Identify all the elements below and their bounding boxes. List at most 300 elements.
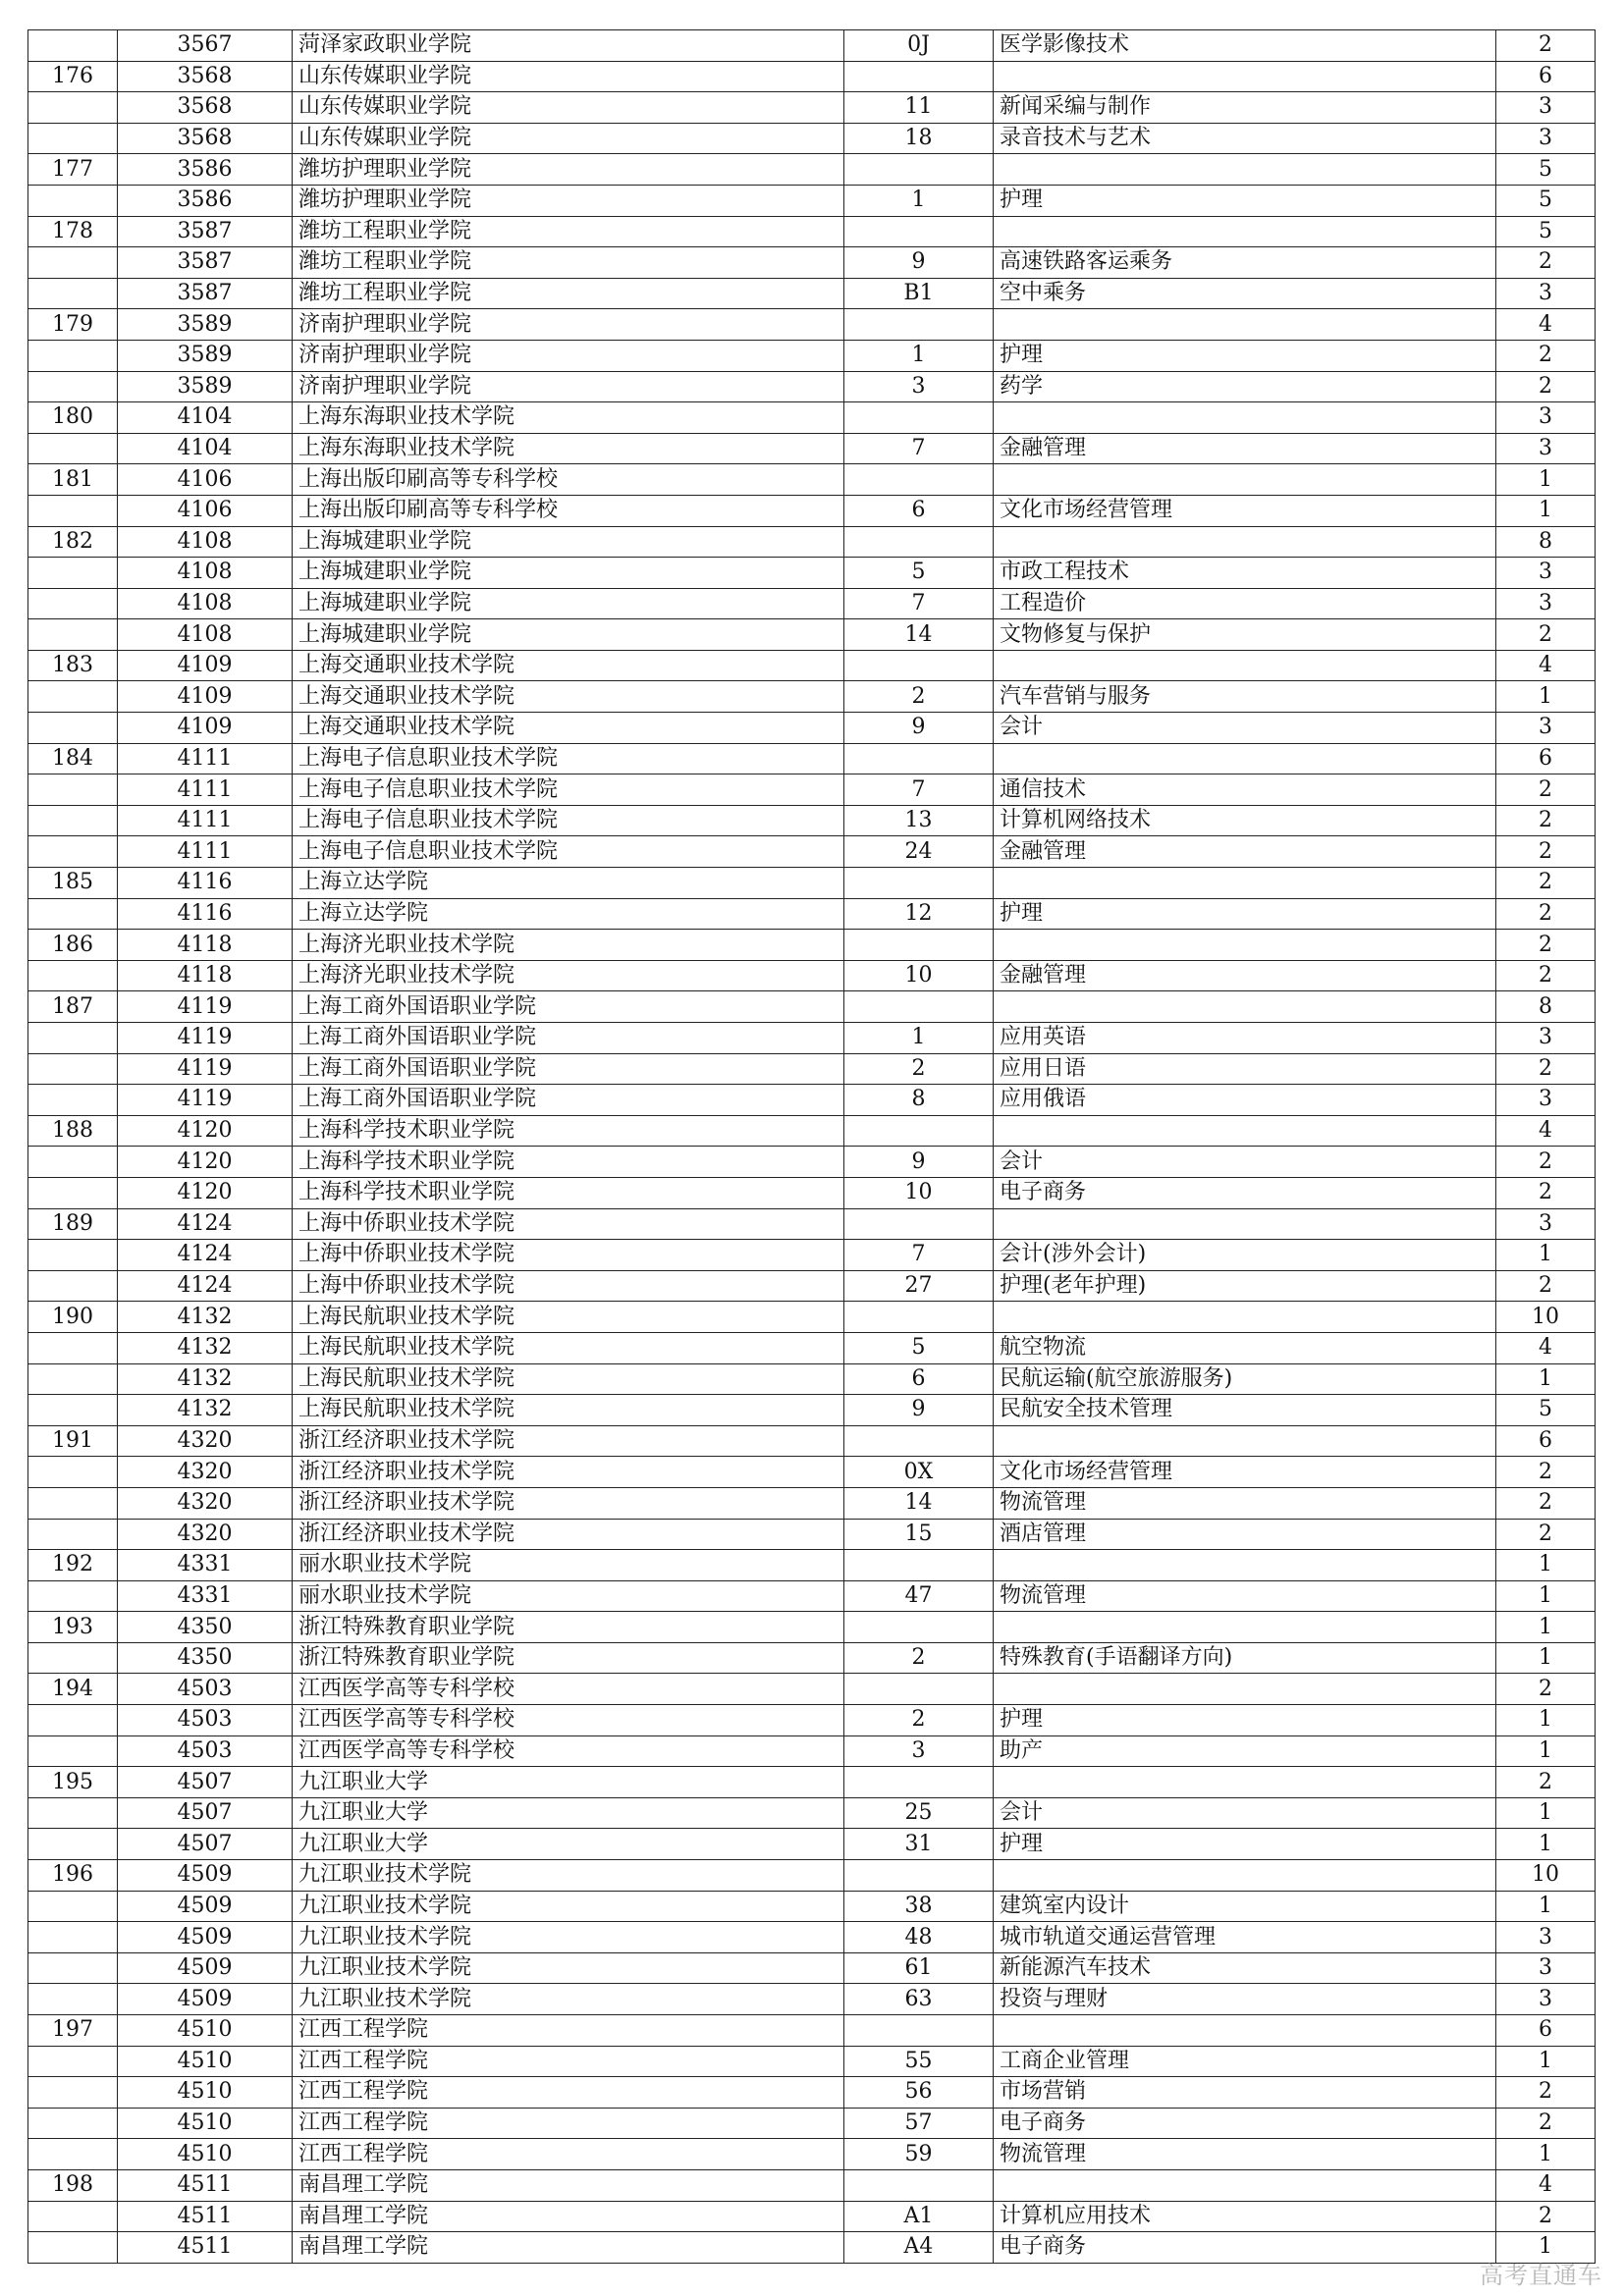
sequence-cell — [28, 774, 118, 806]
sequence-cell — [28, 713, 118, 744]
table-row — [28, 154, 1596, 186]
school-name-cell: 潍坊工程职业学院 — [293, 216, 844, 247]
sequence-cell: 179 — [28, 309, 118, 341]
school-name-cell: 济南护理职业学院 — [293, 371, 844, 402]
school-code-cell: 4120 — [118, 1115, 293, 1147]
major-code-cell: 7 — [844, 1240, 994, 1271]
plan-count-cell: 4 — [1496, 2169, 1596, 2201]
plan-count-cell: 3 — [1496, 123, 1596, 154]
table-row — [28, 2015, 1596, 2047]
major-name-cell: 工商企业管理 — [994, 2046, 1496, 2077]
major-name-cell — [994, 868, 1496, 899]
table-row — [28, 1425, 1596, 1457]
major-name-cell: 新能源汽车技术 — [994, 1952, 1496, 1984]
school-name-cell: 上海电子信息职业技术学院 — [293, 805, 844, 836]
school-name-cell: 潍坊护理职业学院 — [293, 185, 844, 216]
major-name-cell: 金融管理 — [994, 960, 1496, 991]
school-code-cell: 4120 — [118, 1177, 293, 1208]
school-code-cell: 4507 — [118, 1797, 293, 1829]
sequence-cell — [28, 1332, 118, 1363]
sequence-cell: 188 — [28, 1115, 118, 1147]
school-name-cell: 上海中侨职业技术学院 — [293, 1208, 844, 1240]
major-code-cell — [844, 1674, 994, 1705]
major-name-cell — [994, 930, 1496, 961]
plan-count-cell: 1 — [1496, 1829, 1596, 1860]
enrollment-plan-table — [27, 29, 1596, 2264]
plan-count-cell: 2 — [1496, 1487, 1596, 1519]
table-row — [28, 309, 1596, 341]
table-row — [28, 1797, 1596, 1829]
plan-count-cell: 2 — [1496, 1457, 1596, 1488]
school-name-cell: 上海民航职业技术学院 — [293, 1363, 844, 1395]
plan-count-cell: 5 — [1496, 216, 1596, 247]
major-code-cell: 61 — [844, 1952, 994, 1984]
major-code-cell: 14 — [844, 619, 994, 651]
school-code-cell: 4507 — [118, 1829, 293, 1860]
table-row — [28, 1860, 1596, 1892]
school-code-cell: 3589 — [118, 309, 293, 341]
sequence-cell — [28, 1085, 118, 1116]
school-name-cell: 上海城建职业学院 — [293, 619, 844, 651]
major-code-cell: 12 — [844, 898, 994, 930]
major-name-cell: 工程造价 — [994, 588, 1496, 619]
sequence-cell — [28, 588, 118, 619]
school-code-cell: 3567 — [118, 30, 293, 62]
table-row — [28, 898, 1596, 930]
school-name-cell: 南昌理工学院 — [293, 2232, 844, 2264]
sequence-cell — [28, 558, 118, 589]
major-name-cell: 投资与理财 — [994, 1984, 1496, 2015]
major-code-cell: 31 — [844, 1829, 994, 1860]
school-name-cell: 浙江特殊教育职业学院 — [293, 1612, 844, 1643]
table-row — [28, 495, 1596, 526]
sequence-cell: 180 — [28, 402, 118, 434]
major-code-cell: 14 — [844, 1487, 994, 1519]
school-code-cell: 4511 — [118, 2201, 293, 2232]
sequence-cell: 191 — [28, 1425, 118, 1457]
school-code-cell: 4510 — [118, 2015, 293, 2047]
school-code-cell: 4119 — [118, 991, 293, 1023]
school-name-cell: 上海中侨职业技术学院 — [293, 1270, 844, 1302]
table-row — [28, 1612, 1596, 1643]
school-code-cell: 4320 — [118, 1487, 293, 1519]
major-code-cell: 55 — [844, 2046, 994, 2077]
plan-count-cell: 1 — [1496, 1363, 1596, 1395]
plan-count-cell: 2 — [1496, 340, 1596, 371]
major-code-cell: A4 — [844, 2232, 994, 2264]
sequence-cell — [28, 1147, 118, 1178]
sequence-cell: 197 — [28, 2015, 118, 2047]
table-row — [28, 278, 1596, 309]
school-code-cell: 4507 — [118, 1767, 293, 1798]
school-code-cell: 4320 — [118, 1425, 293, 1457]
major-name-cell: 文化市场经营管理 — [994, 495, 1496, 526]
major-name-cell: 电子商务 — [994, 2108, 1496, 2139]
major-code-cell — [844, 154, 994, 186]
school-name-cell: 潍坊护理职业学院 — [293, 154, 844, 186]
major-name-cell: 护理(老年护理) — [994, 1270, 1496, 1302]
table-row — [28, 1580, 1596, 1612]
table-row — [28, 588, 1596, 619]
major-name-cell: 金融管理 — [994, 433, 1496, 464]
school-name-cell: 江西工程学院 — [293, 2139, 844, 2170]
table-row — [28, 371, 1596, 402]
major-code-cell: 1 — [844, 1023, 994, 1054]
sequence-cell — [28, 2232, 118, 2264]
school-code-cell: 3587 — [118, 247, 293, 279]
major-name-cell: 应用俄语 — [994, 1085, 1496, 1116]
major-code-cell: 7 — [844, 774, 994, 806]
school-name-cell: 南昌理工学院 — [293, 2169, 844, 2201]
major-code-cell: 3 — [844, 1735, 994, 1767]
school-code-cell: 4116 — [118, 868, 293, 899]
sequence-cell — [28, 1457, 118, 1488]
school-name-cell: 上海东海职业技术学院 — [293, 433, 844, 464]
table-row — [28, 464, 1596, 496]
sequence-cell — [28, 1922, 118, 1953]
plan-count-cell: 2 — [1496, 960, 1596, 991]
major-name-cell — [994, 216, 1496, 247]
major-name-cell: 录音技术与艺术 — [994, 123, 1496, 154]
table-row — [28, 1735, 1596, 1767]
plan-count-cell: 3 — [1496, 433, 1596, 464]
school-code-cell: 3589 — [118, 371, 293, 402]
table-row — [28, 1674, 1596, 1705]
major-code-cell: 3 — [844, 371, 994, 402]
plan-count-cell: 3 — [1496, 1952, 1596, 1984]
plan-count-cell: 3 — [1496, 558, 1596, 589]
table-body — [28, 30, 1596, 2264]
plan-count-cell: 2 — [1496, 371, 1596, 402]
major-name-cell: 物流管理 — [994, 1487, 1496, 1519]
school-name-cell: 丽水职业技术学院 — [293, 1580, 844, 1612]
major-code-cell: 25 — [844, 1797, 994, 1829]
plan-count-cell: 4 — [1496, 309, 1596, 341]
major-name-cell: 文物修复与保护 — [994, 619, 1496, 651]
major-name-cell: 会计 — [994, 1797, 1496, 1829]
school-code-cell: 4109 — [118, 713, 293, 744]
major-code-cell: 2 — [844, 1053, 994, 1085]
major-name-cell: 市场营销 — [994, 2077, 1496, 2109]
school-code-cell: 4118 — [118, 960, 293, 991]
major-code-cell — [844, 1425, 994, 1457]
major-code-cell — [844, 464, 994, 496]
sequence-cell — [28, 1363, 118, 1395]
plan-count-cell: 2 — [1496, 1270, 1596, 1302]
table-row — [28, 1829, 1596, 1860]
major-code-cell — [844, 309, 994, 341]
sequence-cell — [28, 433, 118, 464]
school-code-cell: 4111 — [118, 743, 293, 774]
sequence-cell: 190 — [28, 1302, 118, 1333]
table-row — [28, 1457, 1596, 1488]
plan-count-cell: 2 — [1496, 774, 1596, 806]
major-name-cell: 航空物流 — [994, 1332, 1496, 1363]
major-name-cell: 电子商务 — [994, 2232, 1496, 2264]
school-code-cell: 4104 — [118, 402, 293, 434]
school-code-cell: 4111 — [118, 774, 293, 806]
school-name-cell: 上海工商外国语职业学院 — [293, 991, 844, 1023]
school-name-cell: 江西医学高等专科学校 — [293, 1735, 844, 1767]
major-name-cell: 酒店管理 — [994, 1519, 1496, 1550]
plan-count-cell: 4 — [1496, 650, 1596, 681]
school-code-cell: 4350 — [118, 1612, 293, 1643]
plan-count-cell: 5 — [1496, 185, 1596, 216]
major-name-cell — [994, 1550, 1496, 1581]
plan-count-cell: 2 — [1496, 2077, 1596, 2109]
school-code-cell: 4111 — [118, 836, 293, 868]
major-code-cell — [844, 526, 994, 558]
major-name-cell: 文化市场经营管理 — [994, 1457, 1496, 1488]
school-name-cell: 江西工程学院 — [293, 2046, 844, 2077]
school-name-cell: 山东传媒职业学院 — [293, 61, 844, 92]
sequence-cell — [28, 123, 118, 154]
plan-count-cell: 6 — [1496, 2015, 1596, 2047]
major-name-cell — [994, 402, 1496, 434]
major-code-cell: 24 — [844, 836, 994, 868]
table-row — [28, 1270, 1596, 1302]
plan-count-cell: 3 — [1496, 588, 1596, 619]
school-name-cell: 江西工程学院 — [293, 2077, 844, 2109]
table-row — [28, 836, 1596, 868]
plan-count-cell: 1 — [1496, 1612, 1596, 1643]
school-name-cell: 上海工商外国语职业学院 — [293, 1085, 844, 1116]
table-row — [28, 743, 1596, 774]
major-code-cell: 5 — [844, 558, 994, 589]
major-code-cell: 0J — [844, 30, 994, 62]
school-name-cell: 上海城建职业学院 — [293, 526, 844, 558]
plan-count-cell: 6 — [1496, 1425, 1596, 1457]
major-code-cell: 6 — [844, 1363, 994, 1395]
major-name-cell — [994, 464, 1496, 496]
plan-count-cell: 2 — [1496, 1674, 1596, 1705]
plan-count-cell: 2 — [1496, 805, 1596, 836]
school-code-cell: 4510 — [118, 2046, 293, 2077]
sequence-cell — [28, 1797, 118, 1829]
table-row — [28, 1363, 1596, 1395]
school-code-cell: 4132 — [118, 1302, 293, 1333]
table-row — [28, 1984, 1596, 2015]
school-code-cell: 4509 — [118, 1952, 293, 1984]
sequence-cell — [28, 1642, 118, 1674]
table-row — [28, 650, 1596, 681]
plan-count-cell: 2 — [1496, 930, 1596, 961]
sequence-cell — [28, 2046, 118, 2077]
major-name-cell: 特殊教育(手语翻译方向) — [994, 1642, 1496, 1674]
school-code-cell: 3586 — [118, 185, 293, 216]
major-code-cell: 2 — [844, 1642, 994, 1674]
plan-count-cell: 1 — [1496, 1550, 1596, 1581]
major-name-cell: 新闻采编与制作 — [994, 92, 1496, 124]
plan-count-cell: 3 — [1496, 1023, 1596, 1054]
table-row — [28, 2169, 1596, 2201]
plan-count-cell: 8 — [1496, 991, 1596, 1023]
plan-count-cell: 1 — [1496, 1705, 1596, 1736]
plan-count-cell: 6 — [1496, 61, 1596, 92]
table-row — [28, 1085, 1596, 1116]
table-row — [28, 1208, 1596, 1240]
major-name-cell: 计算机网络技术 — [994, 805, 1496, 836]
table-row — [28, 1922, 1596, 1953]
major-code-cell — [844, 61, 994, 92]
sequence-cell — [28, 1487, 118, 1519]
sequence-cell — [28, 1053, 118, 1085]
plan-count-cell: 6 — [1496, 743, 1596, 774]
major-code-cell: 6 — [844, 495, 994, 526]
sequence-cell: 187 — [28, 991, 118, 1023]
plan-count-cell: 2 — [1496, 1767, 1596, 1798]
sequence-cell: 176 — [28, 61, 118, 92]
school-code-cell: 4111 — [118, 805, 293, 836]
major-code-cell: A1 — [844, 2201, 994, 2232]
major-name-cell: 金融管理 — [994, 836, 1496, 868]
major-code-cell: 63 — [844, 1984, 994, 2015]
sequence-cell: 185 — [28, 868, 118, 899]
school-name-cell: 上海科学技术职业学院 — [293, 1177, 844, 1208]
table-row — [28, 2232, 1596, 2264]
school-name-cell: 浙江经济职业技术学院 — [293, 1457, 844, 1488]
school-name-cell: 上海中侨职业技术学院 — [293, 1240, 844, 1271]
table-row — [28, 433, 1596, 464]
school-code-cell: 4124 — [118, 1208, 293, 1240]
major-code-cell — [844, 1208, 994, 1240]
major-name-cell — [994, 309, 1496, 341]
major-name-cell: 民航安全技术管理 — [994, 1395, 1496, 1426]
school-code-cell: 4109 — [118, 681, 293, 713]
school-code-cell: 4509 — [118, 1984, 293, 2015]
school-code-cell: 4132 — [118, 1363, 293, 1395]
school-name-cell: 上海济光职业技术学院 — [293, 930, 844, 961]
school-code-cell: 4503 — [118, 1735, 293, 1767]
major-code-cell: 1 — [844, 185, 994, 216]
school-name-cell: 上海城建职业学院 — [293, 558, 844, 589]
major-name-cell — [994, 1425, 1496, 1457]
table-row — [28, 1550, 1596, 1581]
table-row — [28, 1395, 1596, 1426]
major-code-cell: 38 — [844, 1891, 994, 1922]
plan-count-cell: 2 — [1496, 836, 1596, 868]
table-row — [28, 1705, 1596, 1736]
major-code-cell: 47 — [844, 1580, 994, 1612]
plan-count-cell: 1 — [1496, 2232, 1596, 2264]
major-name-cell: 医学影像技术 — [994, 30, 1496, 62]
major-code-cell — [844, 868, 994, 899]
major-name-cell: 护理 — [994, 1705, 1496, 1736]
sequence-cell: 189 — [28, 1208, 118, 1240]
school-code-cell: 4511 — [118, 2169, 293, 2201]
plan-count-cell: 2 — [1496, 247, 1596, 279]
plan-count-cell: 1 — [1496, 464, 1596, 496]
major-name-cell: 空中乘务 — [994, 278, 1496, 309]
major-code-cell — [844, 1767, 994, 1798]
table-row — [28, 2201, 1596, 2232]
sequence-cell: 183 — [28, 650, 118, 681]
major-name-cell — [994, 1674, 1496, 1705]
plan-count-cell: 1 — [1496, 1797, 1596, 1829]
sequence-cell — [28, 278, 118, 309]
major-code-cell — [844, 1550, 994, 1581]
sequence-cell — [28, 1023, 118, 1054]
major-name-cell: 助产 — [994, 1735, 1496, 1767]
sequence-cell — [28, 1395, 118, 1426]
school-name-cell: 江西医学高等专科学校 — [293, 1705, 844, 1736]
sequence-cell — [28, 371, 118, 402]
school-name-cell: 上海电子信息职业技术学院 — [293, 836, 844, 868]
major-name-cell — [994, 650, 1496, 681]
major-code-cell — [844, 1302, 994, 1333]
table-row — [28, 30, 1596, 62]
major-code-cell: 11 — [844, 92, 994, 124]
table-row — [28, 681, 1596, 713]
major-name-cell: 市政工程技术 — [994, 558, 1496, 589]
sequence-cell — [28, 1952, 118, 1984]
major-name-cell — [994, 526, 1496, 558]
sequence-cell: 198 — [28, 2169, 118, 2201]
school-name-cell: 浙江经济职业技术学院 — [293, 1519, 844, 1550]
school-code-cell: 4331 — [118, 1580, 293, 1612]
school-code-cell: 4124 — [118, 1270, 293, 1302]
school-name-cell: 菏泽家政职业学院 — [293, 30, 844, 62]
school-name-cell: 上海立达学院 — [293, 868, 844, 899]
enrollment-plan-sheet — [27, 29, 1595, 2264]
table-row — [28, 2108, 1596, 2139]
sequence-cell — [28, 1240, 118, 1271]
major-name-cell: 护理 — [994, 340, 1496, 371]
major-name-cell — [994, 743, 1496, 774]
major-code-cell: 15 — [844, 1519, 994, 1550]
school-code-cell: 4350 — [118, 1642, 293, 1674]
sequence-cell: 196 — [28, 1860, 118, 1892]
sequence-cell: 193 — [28, 1612, 118, 1643]
table-row — [28, 61, 1596, 92]
school-name-cell: 南昌理工学院 — [293, 2201, 844, 2232]
school-code-cell: 4119 — [118, 1023, 293, 1054]
table-row — [28, 1952, 1596, 1984]
sequence-cell — [28, 495, 118, 526]
major-name-cell: 应用日语 — [994, 1053, 1496, 1085]
plan-count-cell: 3 — [1496, 278, 1596, 309]
school-name-cell: 潍坊工程职业学院 — [293, 278, 844, 309]
major-name-cell: 护理 — [994, 1829, 1496, 1860]
plan-count-cell: 5 — [1496, 1395, 1596, 1426]
major-name-cell: 汽车营销与服务 — [994, 681, 1496, 713]
plan-count-cell: 1 — [1496, 2139, 1596, 2170]
plan-count-cell: 1 — [1496, 1891, 1596, 1922]
major-code-cell — [844, 402, 994, 434]
table-row — [28, 1332, 1596, 1363]
table-row — [28, 2077, 1596, 2109]
sequence-cell — [28, 2108, 118, 2139]
school-name-cell: 上海民航职业技术学院 — [293, 1395, 844, 1426]
major-code-cell: 1 — [844, 340, 994, 371]
school-code-cell: 4106 — [118, 495, 293, 526]
school-name-cell: 九江职业技术学院 — [293, 1891, 844, 1922]
school-name-cell: 上海立达学院 — [293, 898, 844, 930]
major-name-cell: 民航运输(航空旅游服务) — [994, 1363, 1496, 1395]
table-row — [28, 619, 1596, 651]
major-name-cell: 电子商务 — [994, 1177, 1496, 1208]
sequence-cell — [28, 185, 118, 216]
major-code-cell — [844, 1612, 994, 1643]
school-code-cell: 3568 — [118, 92, 293, 124]
sequence-cell: 186 — [28, 930, 118, 961]
sequence-cell — [28, 1519, 118, 1550]
school-name-cell: 江西工程学院 — [293, 2108, 844, 2139]
sequence-cell — [28, 247, 118, 279]
major-code-cell — [844, 2015, 994, 2047]
school-code-cell: 4108 — [118, 526, 293, 558]
major-code-cell: 13 — [844, 805, 994, 836]
